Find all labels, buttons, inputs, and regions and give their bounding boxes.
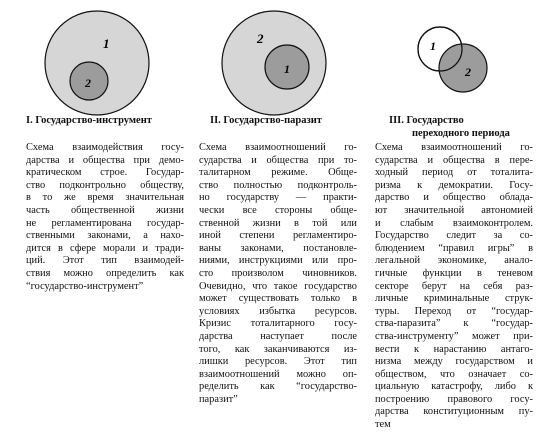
text-line: построению правового госу-: [375, 393, 533, 405]
circle-label-society: 2: [465, 65, 471, 79]
venn-diagram-parasite: [207, 8, 342, 118]
text-line: туры. Переход от “государ-: [375, 305, 533, 317]
text-line: дарства конституционным пу-: [375, 406, 533, 418]
text-line: личные криминальные струк-: [375, 293, 533, 305]
venn-diagram-instrument: [30, 8, 165, 118]
text-line: в то же время значительная: [26, 192, 184, 204]
panel-description: [26, 142, 184, 293]
society-circle: [45, 11, 149, 115]
panel-description: [199, 142, 357, 406]
circle-label-outer: 2: [257, 31, 264, 46]
text-line: ствия можно определить как: [26, 267, 184, 279]
text-line: иной степени регламентиро-: [199, 230, 357, 242]
caption-line: I. Государство-инструмент: [26, 115, 152, 126]
text-line: блюдением “правил игры” в: [375, 242, 533, 254]
text-line: часть общественной жизни: [26, 204, 184, 216]
text-line: ниями, инструкциями или про-: [199, 255, 357, 267]
text-line: и слабым взаимоконтролем.: [375, 217, 533, 229]
text-line: Схема взаимоотношений го-: [375, 142, 533, 153]
venn-diagram-transition: [408, 24, 512, 100]
text-line: чески все стороны обще-: [199, 204, 357, 216]
panel-caption: [26, 114, 152, 127]
text-line: ваны законами, постановле-: [199, 242, 357, 254]
panel-caption: [389, 114, 510, 140]
text-line: ственной жизни в той или: [199, 217, 357, 229]
text-line: дится в сфере морали и тради-: [26, 242, 184, 254]
text-line: ства-инструменту” может при-: [375, 330, 533, 342]
circle-label-inner: 1: [284, 62, 290, 76]
circle-label-inner: 2: [85, 76, 91, 90]
text-line: Схема взаимодействия госу-: [26, 142, 184, 153]
text-line: сударства и общества при то-: [199, 154, 357, 166]
text-line: гичные функции в теневом: [375, 267, 533, 279]
text-line: дарство и общество облада-: [375, 192, 533, 204]
text-line: обществом, что означает со-: [375, 368, 533, 380]
panel-description: [375, 142, 533, 432]
text-line: ределить как “государство-: [199, 381, 357, 393]
text-line: кратическом строе. Государ-: [26, 167, 184, 179]
text-line: “государство-инструмент”: [26, 280, 144, 292]
text-line: ций. Этот тип взаимодей-: [26, 255, 184, 267]
text-line: ют значительной автономией: [375, 204, 533, 216]
text-line: циальную катастрофу, либо к: [375, 381, 533, 393]
text-line: но государству — практи-: [199, 192, 357, 204]
text-line: условиях избытка ресурсов.: [199, 305, 357, 317]
text-line: ство полностью подконтроль-: [199, 179, 357, 191]
text-line: того, как заканчиваются из-: [199, 343, 357, 355]
society-circle: [439, 44, 487, 92]
text-line: взаимоотношений можно оп-: [199, 368, 357, 380]
caption-line: III. Государство: [389, 115, 464, 126]
text-line: лишки ресурсов. Этот тип: [199, 356, 357, 368]
text-line: может существовать только в: [199, 293, 357, 305]
text-line: низма между государством и: [375, 356, 533, 368]
text-line: секторе берут на себя раз-: [375, 280, 533, 292]
text-line: ризма к демократии. Госу-: [375, 179, 533, 191]
text-line: ственными законами, а нахо-: [26, 230, 184, 242]
text-line: ство подконтрольно обществу,: [26, 179, 184, 191]
text-line: не регламентирована государ-: [26, 217, 184, 229]
text-line: ходный период от тоталита-: [375, 167, 533, 179]
text-line: тем: [375, 419, 391, 431]
text-line: Государство следит за со-: [375, 230, 533, 242]
text-line: Очевидно, что такое государство: [199, 280, 357, 292]
text-line: легальной экономике, анало-: [375, 255, 533, 267]
caption-line: переходного периода: [412, 128, 510, 139]
text-line: дарства наступает после: [199, 330, 357, 342]
text-line: Кризис тоталитарного госу-: [199, 318, 357, 330]
text-line: вести к нарастанию антаго-: [375, 343, 533, 355]
circle-label-outer: 1: [103, 36, 110, 51]
text-line: ства-паразита” к “государ-: [375, 318, 533, 330]
panel-caption: [210, 114, 322, 127]
text-line: сто произволом чиновников.: [199, 267, 357, 279]
text-line: талитарном режиме. Обще-: [199, 167, 357, 179]
text-line: паразит”: [199, 393, 238, 405]
text-line: дарства и общества при демо-: [26, 154, 184, 166]
circle-label-state: 1: [430, 39, 436, 53]
text-line: сударства и общества в пере-: [375, 154, 533, 166]
text-line: Схема взаимоотношений го-: [199, 142, 357, 153]
caption-line: II. Государство-паразит: [210, 115, 322, 126]
